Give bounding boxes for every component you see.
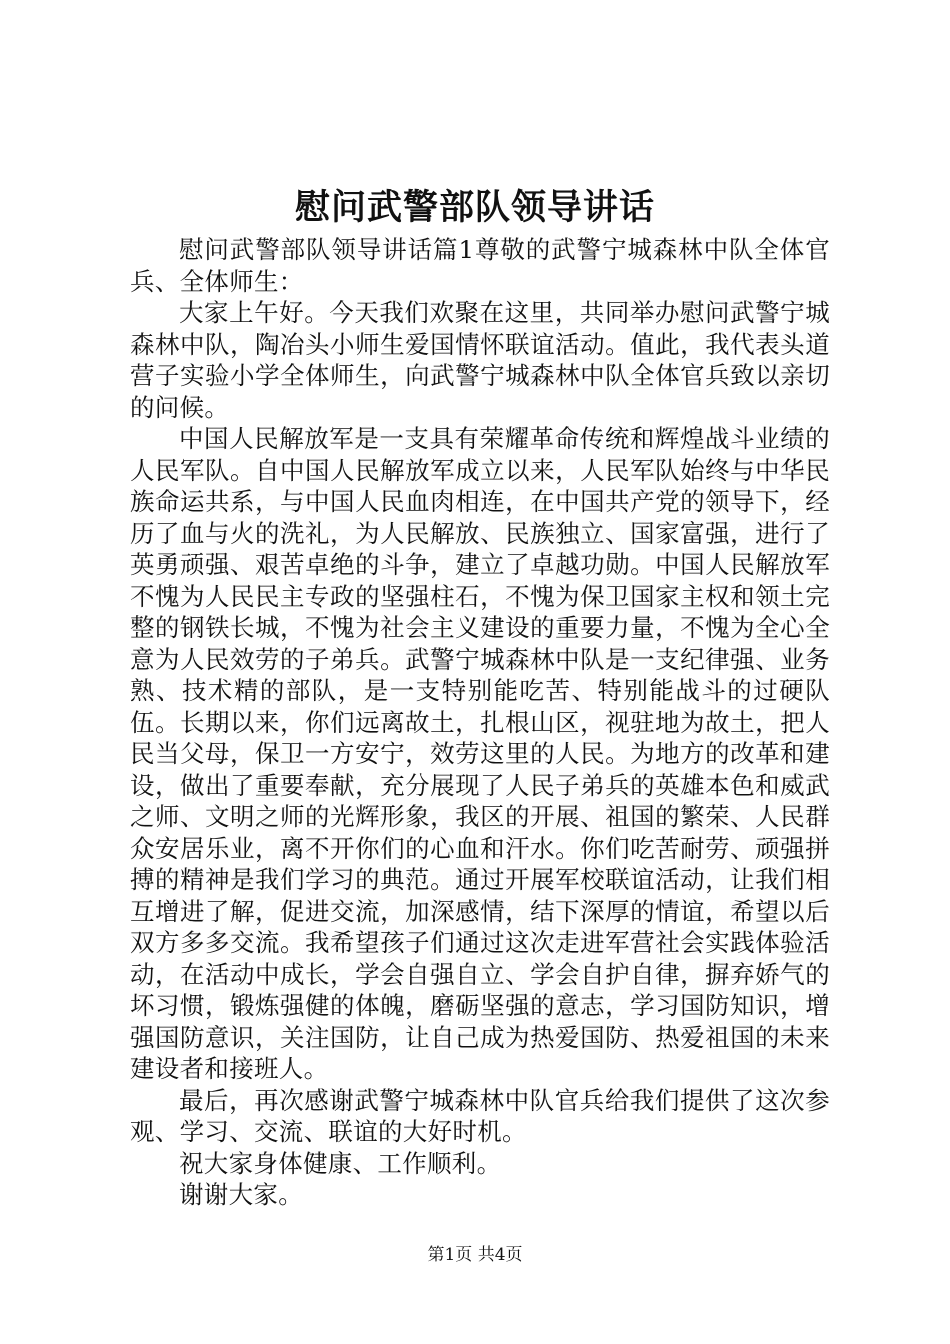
page-number-footer: 第1页 共4页 — [427, 1245, 523, 1265]
paragraph-wishes: 祝大家身体健康、工作顺利。 — [179, 1148, 502, 1178]
paragraph-opening: 大家上午好。今天我们欢聚在这里，共同举办慰问武警宁城森林中队，陶冶头小师生爱国情怀联谊活动。值此，我代表头道营子实验小学全体师生，向武警宁城森林中队全体官兵致以亲切的问候。 — [130, 298, 830, 422]
paragraph-main: 中国人民解放军是一支具有荣耀革命传统和辉煌战斗业绩的人民军队。自中国人民解放军成立以来，人民军队始终与中华民族命运共系，与中国人民血肉相连，在中国共产党的领导下，经历了血与火的洗礼，为人民解放、民族独立、国家富强，进行了英勇顽强、艰苦卓绝的斗争，建立了卓越功勋。中国人民解放军不愧为人民民主专政的坚强柱石，不愧为保卫国家主权和领土完整的钢铁长城，不愧为社会主义建设的重要力量，不愧为全心全意为人民效劳的子弟兵。武警宁城森林中队是一支纪律强、业务熟、技术精的部队，是一支特别能吃苦、特别能战斗的过硬队伍。长期以来，你们远离故土，扎根山区，视驻地为故土，把人民当父母，保卫一方安宁，效劳这里的人民。为地方的改革和建设，做出了重要奉献，充分展现了人民子弟兵的英雄本色和威武之师、文明之师的光辉形象，我区的开展、祖国的繁荣、人民群众安居乐业，离不开你们的心血和汗水。你们吃苦耐劳、顽强拼搏的精神是我们学习的典范。通过开展军校联谊活动，让我们相互增进了解，促进交流，加深感情，结下深厚的情谊，希望以后双方多多交流。我希望孩子们通过这次走进军营社会实践体验活动，在活动中成长，学会自强自立、学会自护自律，摒弃娇气的坏习惯，锻炼强健的体魄，磨砺坚强的意志，学习国防知识，增强国防意识，关注国防，让自己成为热爱国防、热爱祖国的未来建设者和接班人。 — [130, 424, 830, 1083]
paragraph-thanks: 最后，再次感谢武警宁城森林中队官兵给我们提供了这次参观、学习、交流、联谊的大好时机。 — [130, 1085, 830, 1146]
paragraph-greeting: 慰问武警部队领导讲话篇1尊敬的武警宁城森林中队全体官兵、全体师生： — [130, 235, 830, 296]
document-body — [130, 234, 830, 1211]
document-title: 慰问武警部队领导讲话 — [294, 187, 655, 228]
paragraph-closing: 谢谢大家。 — [179, 1180, 303, 1209]
